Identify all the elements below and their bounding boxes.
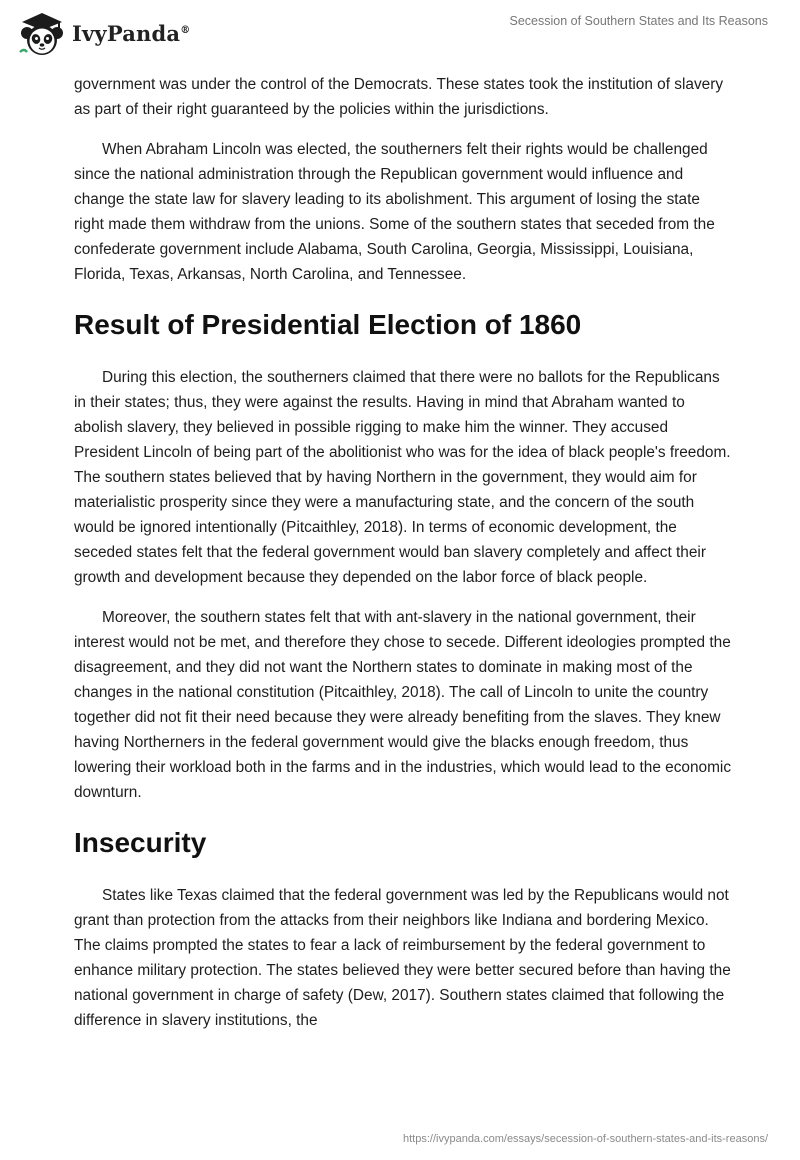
paragraph-2: When Abraham Lincoln was elected, the southerners felt their rights would be challenged since the national administration through the Republican government would influence and change the state law for slavery leading to its abolishment. This argument of losing the state right made them withdraw from the unions. Some of the southern states that seceded from the confederate government include Alabama, South Carolina, Georgia, Mississippi, Louisiana, Florida, Texas, Arkansas, North Carolina, and Tennessee. [74,141,715,283]
document-title: Secession of Southern States and Its Reasons [509,14,768,28]
panda-graduation-cap-icon [14,8,68,58]
logo-text: IvyPanda® [72,20,191,46]
ivypanda-logo[interactable] [14,8,190,58]
paragraph-1: government was under the control of the Democrats. These states took the institution of slavery as part of their right guaranteed by the policies within the jurisdictions. [74,76,724,118]
section-heading-election: Result of Presidential Election of 1860 [74,309,582,340]
source-url[interactable]: https://ivypanda.com/essays/secession-of-southern-states-and-its-reasons/ [403,1133,768,1145]
page-header [0,0,800,66]
paragraph-4: Moreover, the southern states felt that with ant-slavery in the national government, their interest would not be met, and therefore they chose to secede. Different ideologies prompted the disagreement, and they did not want the Northern states to dominate in making most of the changes in the national constitution (Pitcaithley, 2018). The call of Lincoln to unite the country together did not fit their need because they were already benefiting from the slaves. They knew having Northerners in the federal government would give the blacks enough freedom, thus lowering their workload both in the farms and in the industries, which would lead to the economic downturn. [74,609,732,801]
essay-content [74,72,734,1048]
registered-mark: ® [180,24,191,36]
section-heading-insecurity: Insecurity [74,827,207,858]
paragraph-3: During this election, the southerners claimed that there were no ballots for the Republicans in their states; thus, they were against the results. Having in mind that Abraham wanted to abolish slavery, they believed in possible rigging to make him the winner. They accused President Lincoln of being part of the abolitionist who was for the idea of black people's freedom. The southern states believed that by having Northern in the government, they would aim for materialistic prosperity since they were a manufacturing state, and the concern of the south would be ignored intentionally (Pitcaithley, 2018). In terms of economic development, the seceded states felt that the federal government would ban slavery completely and affect their growth and development because they depended on the labor force of black people. [74,369,731,586]
paragraph-5: States like Texas claimed that the federal government was led by the Republicans would not grant than protection from the attacks from their neighbors like Indiana and bordering Mexico. The claims prompted the states to fear a lack of reimbursement by the federal government to enhance military protection. The states believed they were better secured before than having the national government in charge of safety (Dew, 2017). Southern states claimed that following the difference in slavery institutions, the [74,887,731,1029]
